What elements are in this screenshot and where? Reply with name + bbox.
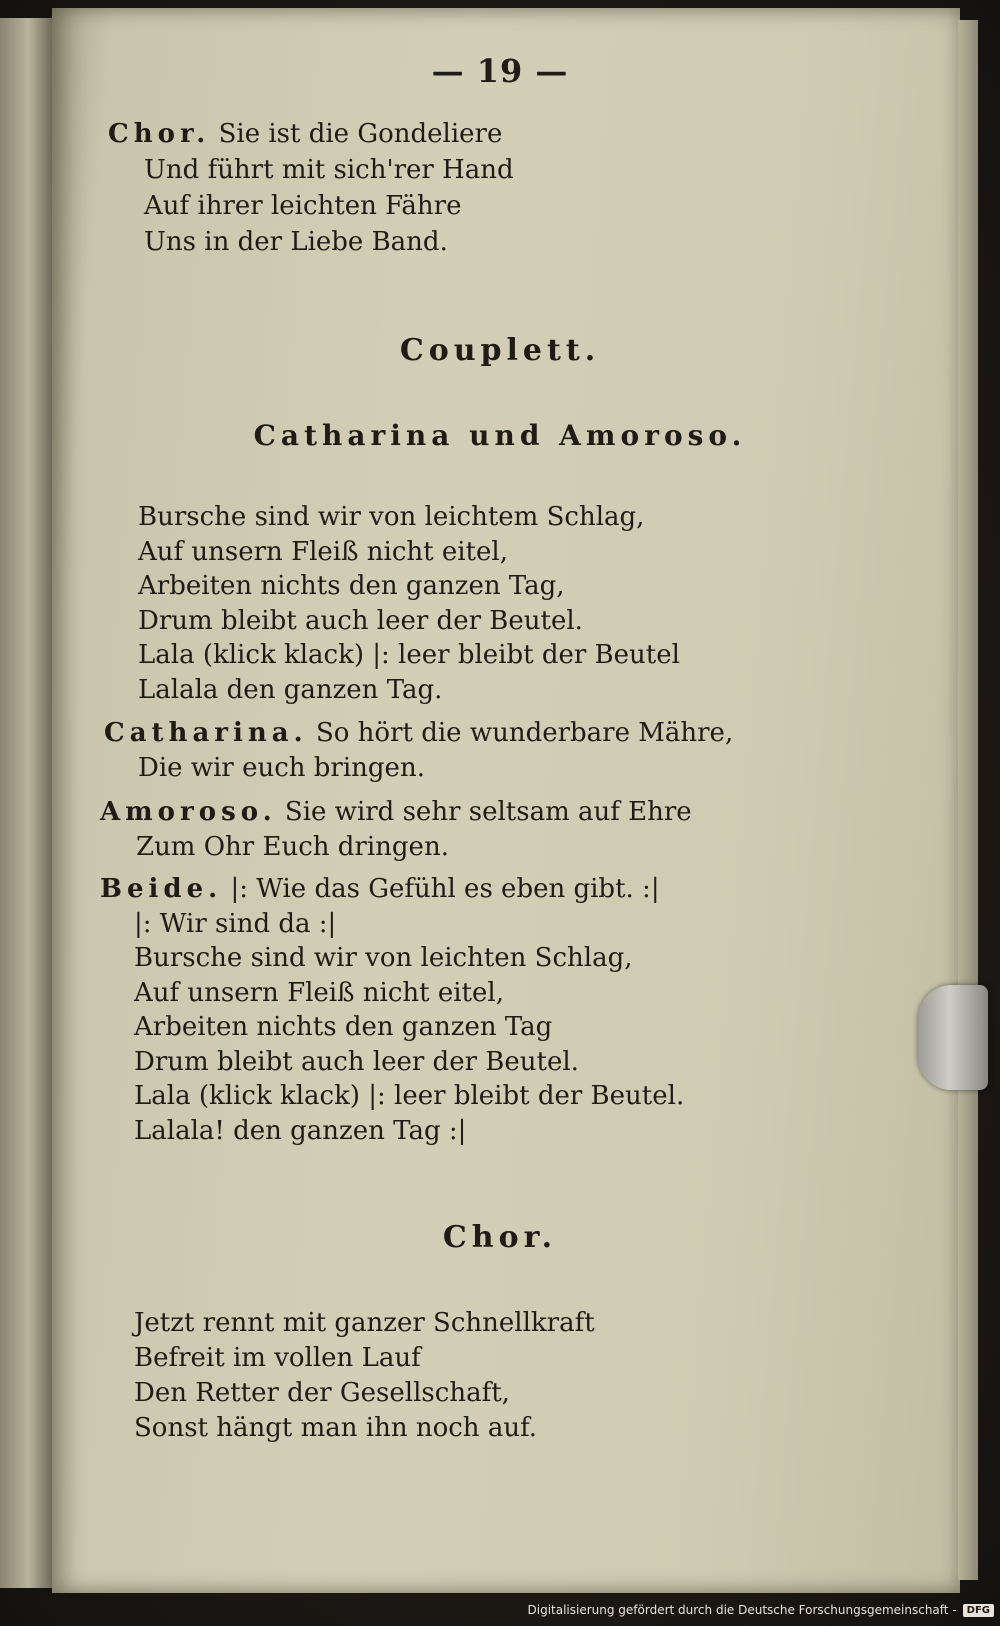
page-number: — 19 — [431, 52, 569, 90]
amoroso-block [100, 795, 692, 864]
verse-line: So hört die wunderbare Mähre, [315, 718, 734, 748]
holding-clip [918, 985, 988, 1090]
couplet-heading: Couplett. [399, 333, 601, 368]
chor-heading: Chor. [442, 1220, 558, 1255]
speaker-label: Catharina. [104, 718, 308, 748]
verse-line: Lala (klick klack) |: leer bleibt der Beutel. [134, 1081, 685, 1111]
verse-line: Auf ihrer leichten Fähre [144, 191, 462, 221]
verse-line: Lalala! den ganzen Tag :| [134, 1115, 467, 1146]
page-stack-edge [958, 20, 978, 1580]
previous-page-edge [0, 18, 55, 1588]
speaker-label: Amoroso. [100, 797, 277, 827]
verse-line: Sie ist die Gondeliere [218, 119, 503, 149]
verse-line: Lalala den ganzen Tag. [138, 674, 443, 705]
verse-line: Uns in der Liebe Band. [144, 227, 448, 257]
verse-line: Drum bleibt auch leer der Beutel. [138, 605, 583, 636]
verse-line: Bursche sind wir von leichtem Schlag, [138, 502, 645, 532]
verse-line: Befreit im vollen Lauf [134, 1343, 421, 1373]
verse-line: Sonst hängt man ihn noch auf. [134, 1413, 538, 1443]
verse-line: Und führt mit sich'rer Hand [144, 155, 514, 185]
credit-text: Digitalisierung gefördert durch die Deutsche Forschungsgemeinschaft - [527, 1603, 957, 1617]
verse-line: Lala (klick klack) |: leer bleibt der Beutel [138, 640, 680, 670]
verse-line: Jetzt rennt mit ganzer Schnellkraft [134, 1308, 595, 1338]
verse-line: Drum bleibt auch leer der Beutel. [134, 1046, 579, 1077]
verse-line: |: Wir sind da :| [134, 908, 337, 939]
speaker-label: Beide. [100, 874, 223, 904]
verse-line: Auf unsern Fleiß nicht eitel, [134, 977, 504, 1008]
verse-line: Die wir euch bringen. [138, 752, 425, 783]
beide-block [100, 872, 684, 1148]
verse-line: Arbeiten nichts den ganzen Tag, [138, 571, 565, 601]
chor-block [134, 1306, 595, 1446]
verse-line: Bursche sind wir von leichten Schlag, [134, 943, 633, 973]
catharina-block [104, 716, 733, 785]
verse-line: Sie wird sehr seltsam auf Ehre [284, 797, 692, 827]
speaker-label: Chor. [108, 119, 211, 149]
verse-line: |: Wie das Gefühl es eben gibt. :| [230, 874, 660, 904]
verse-one-block [138, 500, 680, 707]
verse-line: Den Retter der Gesellschaft, [134, 1378, 510, 1408]
verse-line: Auf unsern Fleiß nicht eitel, [138, 536, 508, 567]
verse-line: Arbeiten nichts den ganzen Tag [134, 1012, 553, 1042]
digitization-credit [528, 1600, 995, 1620]
verse-line: Zum Ohr Euch dringen. [136, 831, 449, 862]
chorus-intro-block [108, 116, 514, 260]
dfg-logo: DFG [963, 1604, 994, 1617]
couplet-subheading: Catharina und Amoroso. [253, 419, 747, 452]
